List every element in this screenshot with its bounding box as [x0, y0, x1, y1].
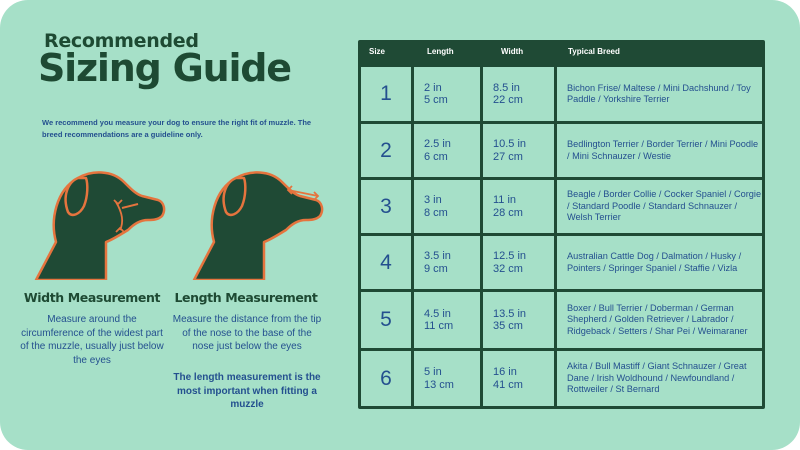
sizing-table: [358, 40, 765, 409]
size-cell: [361, 292, 411, 348]
header-typical-breed: Typical Breed: [568, 47, 620, 56]
length-in: 2.5 in: [424, 138, 451, 150]
breed-cell: [557, 124, 762, 177]
header-length: Length: [427, 47, 454, 56]
width-in: 11 in: [493, 194, 517, 206]
page-title: Sizing Guide: [38, 46, 291, 90]
width-cell: [483, 351, 554, 406]
header-width: Width: [501, 47, 524, 56]
header-size: Size: [369, 47, 386, 56]
length-in: 3 in: [424, 194, 442, 206]
size-cell: [361, 67, 411, 121]
length-cm: 13 cm: [424, 378, 454, 391]
breed-text: Akita / Bull Mastiff / Giant Schnauzer / Great Dane / Irish Woldhound / Newfoundland / Rottweiler / St Bernard: [567, 361, 747, 395]
width-cell: [483, 67, 554, 121]
breed-text: Bichon Frise/ Maltese / Mini Dachshund / Toy Paddle / Yorkshire Terrier: [567, 82, 751, 104]
width-cell: [483, 236, 554, 289]
length-measurement-title: Length Measurement: [174, 290, 318, 305]
breed-text: Beagle / Border Collie / Cocker Spaniel / Corgie / Standard Poodle / Standard Schnauzer / Welsh Terrier: [567, 189, 762, 223]
intro-text: We recommend you measure your dog to ensure the right fit of muzzle. The breed recommendations are a guideline only.: [42, 118, 312, 139]
length-in: 3.5 in: [424, 250, 451, 262]
width-measurement-title: Width Measurement: [23, 290, 161, 305]
width-cell: [483, 124, 554, 177]
breed-cell: [557, 292, 762, 348]
table-header: [358, 40, 765, 64]
breed-text: Boxer / Bull Terrier / Doberman / German Shepherd / Golden Retriever / Labrador / Ridgeback / Setters / Shar Pei / Weimaraner: [567, 302, 748, 336]
length-cm: 11 cm: [424, 320, 454, 332]
length-cm: 6 cm: [424, 150, 448, 163]
length-cm: 9 cm: [424, 262, 448, 275]
size-value: 5: [380, 308, 392, 331]
length-cell: [414, 351, 480, 406]
size-cell: [361, 180, 411, 233]
length-measurement-note: The length measurement is the most important when fitting a muzzle: [173, 372, 321, 410]
title-recommended: Recommended: [44, 30, 199, 52]
length-cm: 8 cm: [424, 206, 448, 219]
width-cm: 22 cm: [493, 94, 523, 106]
width-cell: [483, 180, 554, 233]
size-value: 4: [380, 250, 392, 274]
width-in: 13.5 in: [493, 307, 527, 320]
breed-text: Bedlington Terrier / Border Terrier / Mini Poodle / Mini Schnauzer / Westie: [567, 139, 759, 161]
dog-head-length-icon: [186, 160, 326, 280]
breed-cell: [557, 236, 762, 289]
width-cm: 41 cm: [493, 378, 523, 391]
size-value: 2: [380, 138, 392, 162]
width-cm: 35 cm: [493, 320, 523, 332]
length-cell: [414, 124, 480, 177]
length-cell: [414, 180, 480, 233]
breed-text: Australian Cattle Dog / Dalmation / Husky / Pointers / Springer Spaniel / Staffie / Vizla: [567, 251, 742, 273]
size-cell: [361, 124, 411, 177]
size-value: 1: [380, 82, 392, 105]
length-cell: [414, 67, 480, 121]
size-value: 6: [380, 366, 392, 390]
breed-cell: [557, 180, 762, 233]
breed-cell: [557, 67, 762, 121]
length-cell: [414, 292, 480, 348]
length-cm: 5 cm: [424, 94, 448, 106]
size-value: 3: [380, 194, 392, 218]
width-cm: 27 cm: [493, 150, 523, 163]
width-in: 8.5 in: [493, 81, 520, 94]
breed-cell: [557, 351, 762, 406]
width-measurement-description: Measure around the circumference of the widest part of the muzzle, usually just below the eyes: [20, 314, 164, 366]
length-in: 4.5 in: [424, 307, 451, 320]
width-in: 10.5 in: [493, 138, 527, 150]
size-cell: [361, 236, 411, 289]
length-in: 5 in: [424, 366, 442, 378]
length-in: 2 in: [424, 81, 442, 94]
length-cell: [414, 236, 480, 289]
dog-head-width-icon: [28, 160, 168, 280]
width-cm: 28 cm: [493, 206, 523, 219]
width-in: 16 in: [493, 366, 517, 378]
width-in: 12.5 in: [493, 250, 527, 262]
width-cm: 32 cm: [493, 262, 523, 275]
size-cell: [361, 351, 411, 406]
length-measurement-description: Measure the distance from the tip of the nose to the base of the nose just below the eyes: [172, 314, 322, 352]
width-cell: [483, 292, 554, 348]
